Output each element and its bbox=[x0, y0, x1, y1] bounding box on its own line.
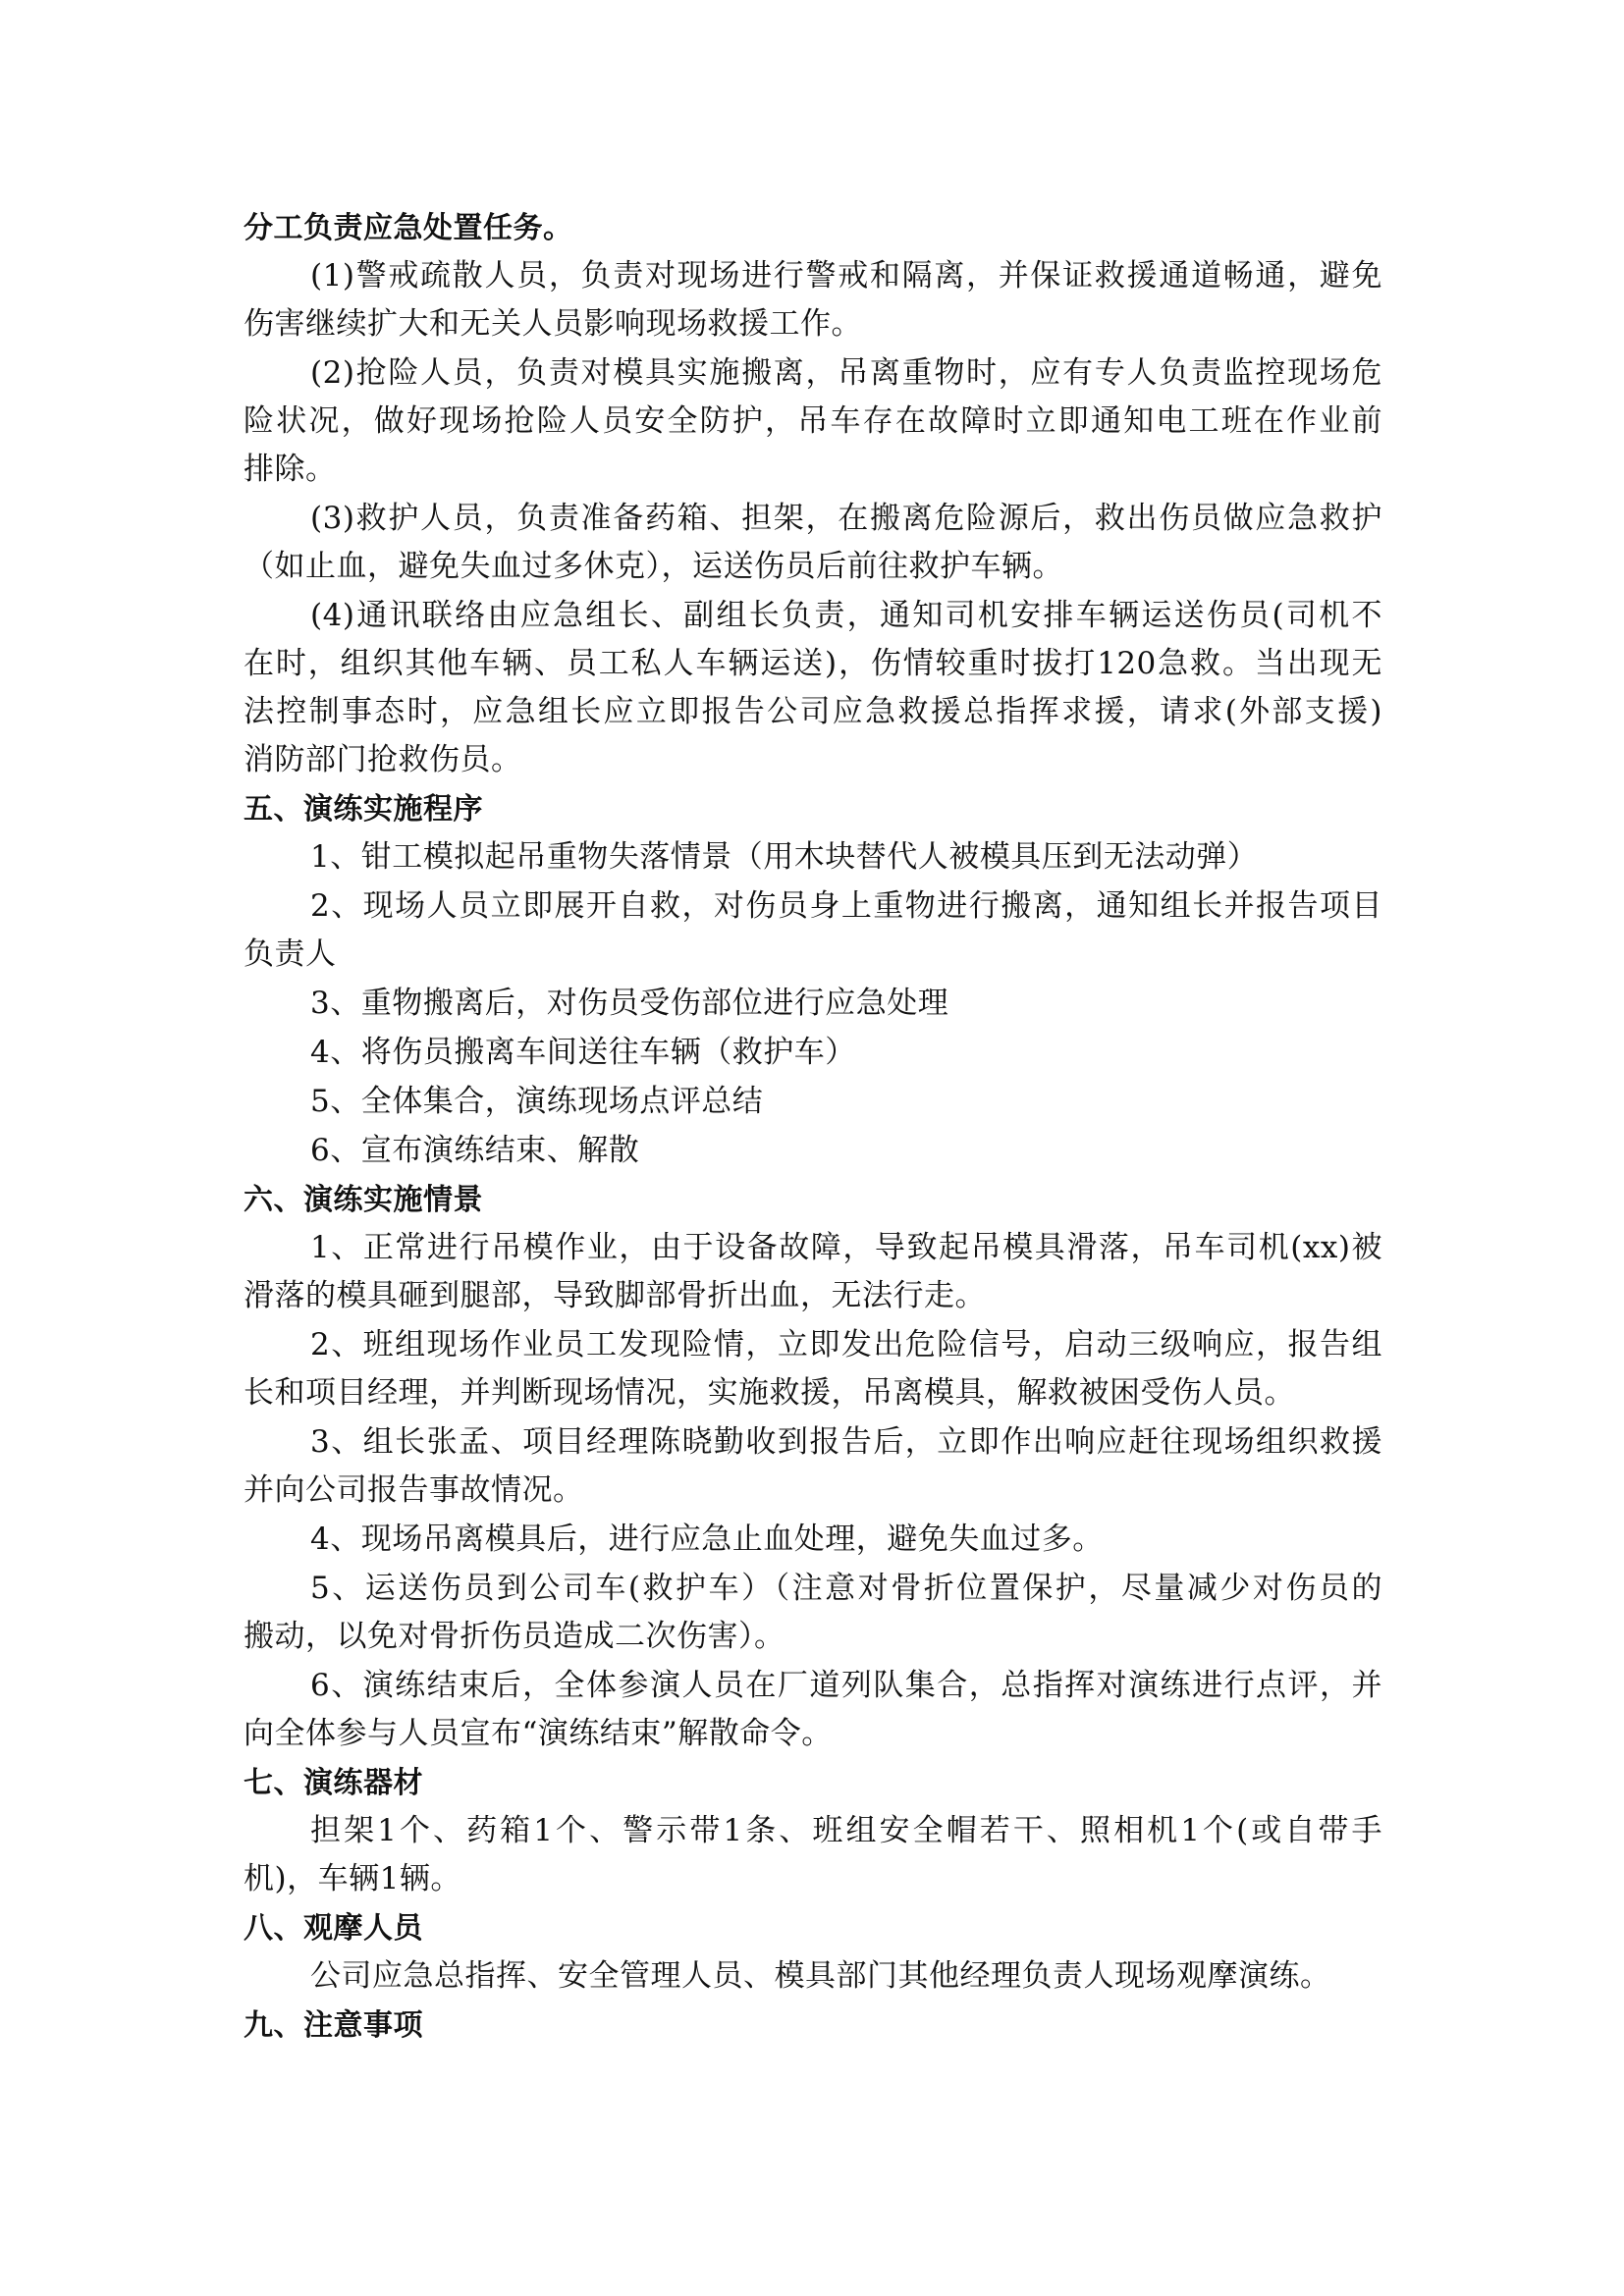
text-line: 并向公司报告事故情况。 bbox=[244, 1472, 584, 1508]
list-item bbox=[244, 1321, 1382, 1417]
list-item bbox=[244, 833, 1382, 881]
list-item bbox=[244, 1029, 1382, 1077]
list-item bbox=[244, 980, 1382, 1028]
text-line: 伤害继续扩大和无关人员影响现场救援工作。 bbox=[244, 306, 862, 342]
text-line: 4、现场吊离模具后，进行应急止血处理，避免失血过多。 bbox=[310, 1522, 1104, 1557]
section-heading-6: 六、演练实施情景 bbox=[244, 1183, 483, 1217]
text-line: 4、将伤员搬离车间送往车辆（救护车） bbox=[310, 1035, 856, 1070]
text-line: 机)，车辆1辆。 bbox=[244, 1861, 461, 1896]
list-item bbox=[244, 1662, 1382, 1758]
text-line: 在时，组织其他车辆、员工私人车辆运送)，伤情较重时拔打120急救。当出现无 bbox=[244, 646, 1382, 681]
text-line: 滑落的模具砸到腿部，导致脚部骨折出血，无法行走。 bbox=[244, 1278, 986, 1313]
text-line: 6、宣布演练结束、解散 bbox=[310, 1133, 640, 1168]
text-line: 消防部门抢救伤员。 bbox=[244, 742, 522, 777]
text-line: 负责人 bbox=[244, 936, 337, 972]
list-item bbox=[244, 1952, 1382, 2001]
list-item bbox=[244, 882, 1382, 979]
text-line: (3)救护人员，负责准备药箱、担架，在搬离危险源后，救出伤员做应急救护 bbox=[310, 501, 1382, 536]
paragraph-4-4 bbox=[244, 592, 1382, 784]
text-line: 1、钳工模拟起吊重物失落情景（用木块替代人被模具压到无法动弹） bbox=[310, 839, 1259, 875]
text-line: 5、运送伤员到公司车(救护车）（注意对骨折位置保护，尽量减少对伤员的 bbox=[310, 1571, 1382, 1606]
list-item bbox=[244, 1516, 1382, 1564]
lead-bold-text: 分工负责应急处置任务。 bbox=[244, 211, 573, 245]
text-line: 2、现场人员立即展开自救，对伤员身上重物进行搬离，通知组长并报告项目 bbox=[310, 888, 1382, 924]
list-item bbox=[244, 1418, 1382, 1515]
list-item bbox=[244, 1078, 1382, 1126]
text-line: （如止血，避免失血过多休克），运送伤员后前往救护车辆。 bbox=[244, 549, 1063, 584]
document-body bbox=[244, 204, 1382, 2050]
section-heading-5: 五、演练实施程序 bbox=[244, 792, 483, 827]
text-line: 3、重物搬离后，对伤员受伤部位进行应急处理 bbox=[310, 986, 949, 1021]
list-item bbox=[244, 1127, 1382, 1175]
text-line: 1、正常进行吊模作业，由于设备故障，导致起吊模具滑落，吊车司机(xx)被 bbox=[310, 1230, 1382, 1265]
text-line: 2、班组现场作业员工发现险情，立即发出危险信号，启动三级响应，报告组 bbox=[310, 1327, 1382, 1362]
text-line: 法控制事态时，应急组长应立即报告公司应急救援总指挥求援，请求(外部支援) bbox=[244, 694, 1382, 729]
text-line: 5、全体集合，演练现场点评总结 bbox=[310, 1084, 764, 1119]
text-line: 险状况，做好现场抢险人员安全防护，吊车存在故障时立即通知电工班在作业前 bbox=[244, 403, 1382, 439]
text-line: 长和项目经理，并判断现场情况，实施救援，吊离模具，解救被困受伤人员。 bbox=[244, 1375, 1295, 1411]
section-heading-7: 七、演练器材 bbox=[244, 1766, 423, 1800]
text-line: 排除。 bbox=[244, 452, 337, 487]
section-heading-8: 八、观摩人员 bbox=[244, 1911, 423, 1946]
paragraph-4-2 bbox=[244, 349, 1382, 494]
paragraph-4-1 bbox=[244, 252, 1382, 348]
text-line: 搬动，以免对骨折伤员造成二次伤害）。 bbox=[244, 1619, 785, 1654]
text-line: 公司应急总指挥、安全管理人员、模具部门其他经理负责人现场观摩演练。 bbox=[310, 1958, 1331, 1994]
paragraph-4-3 bbox=[244, 495, 1382, 591]
list-item bbox=[244, 1565, 1382, 1661]
text-line: 向全体参与人员宣布“演练结束”解散命令。 bbox=[244, 1716, 833, 1751]
text-line: 3、组长张孟、项目经理陈晓勤收到报告后，立即作出响应赶往现场组织救援 bbox=[310, 1424, 1382, 1460]
text-line: 担架1个、药箱1个、警示带1条、班组安全帽若干、照相机1个(或自带手 bbox=[310, 1813, 1382, 1848]
text-line: (1)警戒疏散人员，负责对现场进行警戒和隔离，并保证救援通道畅通，避免 bbox=[310, 258, 1382, 294]
list-item bbox=[244, 1224, 1382, 1320]
text-line: (2)抢险人员，负责对模具实施搬离，吊离重物时，应有专人负责监控现场危 bbox=[310, 355, 1382, 391]
section-heading-9: 九、注意事项 bbox=[244, 2008, 423, 2043]
text-line: (4)通讯联络由应急组长、副组长负责，通知司机安排车辆运送伤员(司机不 bbox=[310, 598, 1382, 633]
list-item bbox=[244, 1807, 1382, 1903]
text-line: 6、演练结束后，全体参演人员在厂道列队集合，总指挥对演练进行点评，并 bbox=[310, 1668, 1382, 1703]
